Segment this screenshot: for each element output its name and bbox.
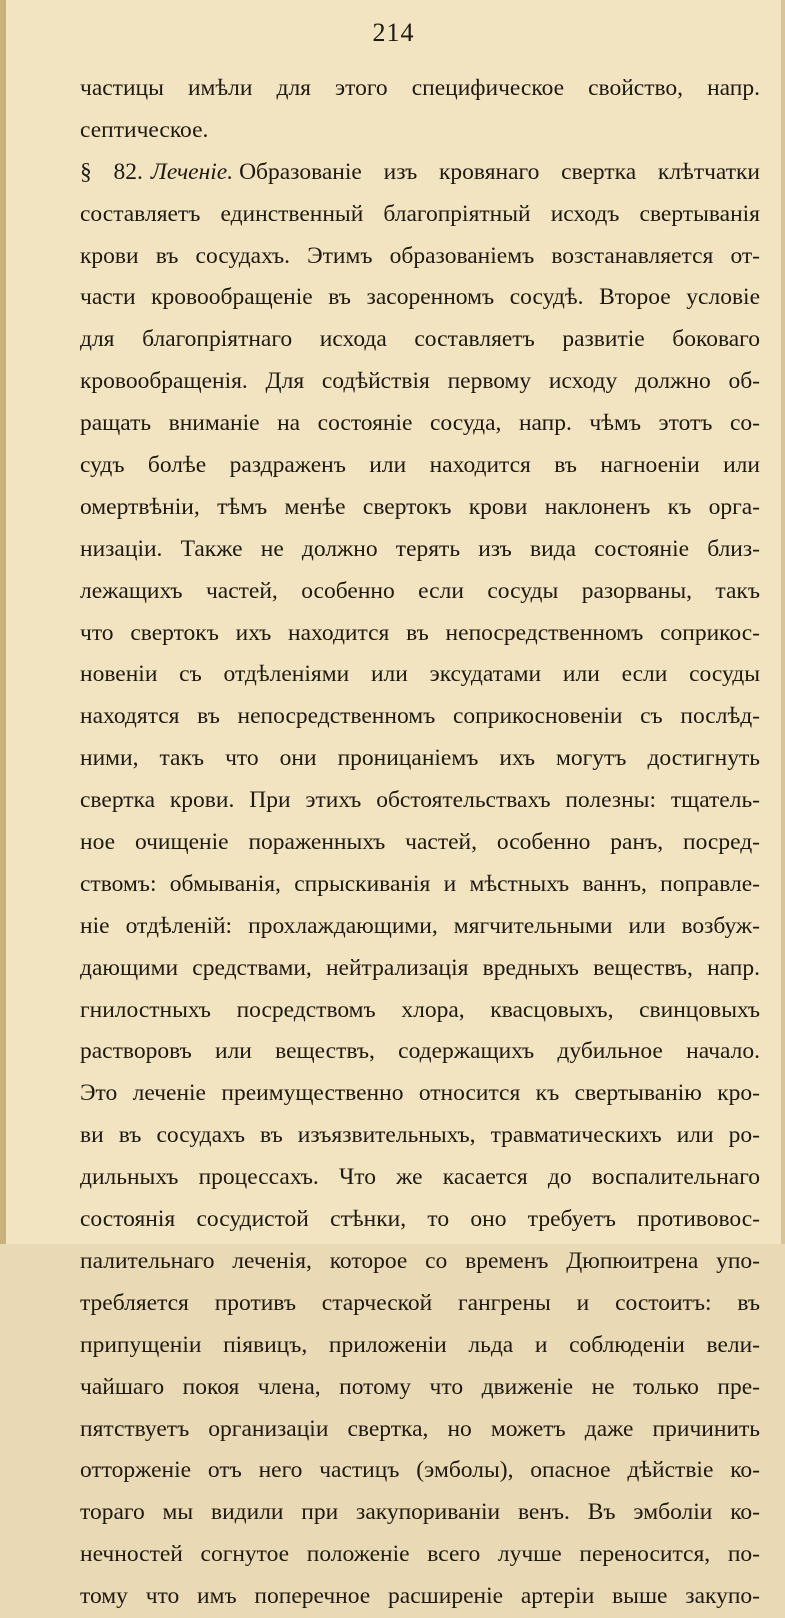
text-line: дающими средствами, нейтрализація вредныхъ веществъ, напр.	[80, 954, 760, 981]
text-line: отторженіе отъ него частицъ (эмболы), опасное дѣйствіе ко-	[80, 1457, 760, 1484]
body-text	[80, 68, 760, 1618]
text-line: септическое.	[80, 116, 209, 143]
text-line: тому что имъ поперечное расширеніе артеріи выше закупо-	[80, 1583, 760, 1610]
text-line: ствомъ: обмыванія, спрыскиванія и мѣстныхъ ваннъ, поправле-	[80, 870, 760, 897]
section-title: Леченіе.	[150, 158, 234, 185]
text-line: лежащихъ частей, особенно если сосуды разорваны, такъ	[80, 577, 760, 604]
text-line: растворовъ или веществъ, содержащихъ дубильное начало.	[80, 1038, 760, 1065]
text-line: составляетъ единственный благопріятный исходъ свертыванія	[80, 200, 760, 227]
text-line: ное очищеніе пораженныхъ частей, особенно ранъ, посред-	[80, 829, 760, 856]
text-line: находятся въ непосредственномъ соприкосновеніи съ послѣд-	[80, 703, 760, 730]
page-number: 214	[372, 18, 415, 47]
text-line: омертвѣніи, тѣмъ менѣе свертокъ крови наклоненъ къ орга-	[80, 493, 760, 520]
text-line: что свертокъ ихъ находится въ непосредственномъ соприкос-	[80, 619, 760, 646]
text-line: свертка крови. При этихъ обстоятельствахъ полезны: тщатель-	[80, 787, 760, 814]
text-line: ви въ сосудахъ въ изъязвительныхъ, травматическихъ или ро-	[80, 1122, 760, 1149]
section-number: § 82.	[80, 158, 143, 185]
text-line: ращать вниманіе на состояніе сосуда, напр. чѣмъ этотъ со-	[80, 410, 760, 437]
text-line: судъ болѣе раздраженъ или находится въ нагноеніи или	[80, 452, 760, 479]
text-line: чайшаго покоя члена, потому что движеніе не только пре-	[80, 1373, 760, 1400]
text-line: для благопріятнаго исхода составляетъ развитіе боковаго	[80, 326, 760, 353]
text-line-rest: Образованіе изъ кровянаго свертка клѣтчатки	[239, 158, 760, 185]
section-heading-line	[80, 152, 760, 194]
text-line: состоянія сосудистой стѣнки, то оно требуетъ противовос-	[80, 1206, 760, 1233]
text-line: припущеніи піявицъ, приложеніи льда и соблюденіи вели-	[80, 1331, 760, 1358]
text-line: требляется противъ старческой гангрены и состоитъ: въ	[80, 1289, 760, 1316]
text-line: кровообращенія. Для содѣйствія первому исходу должно об-	[80, 368, 760, 395]
text-line: пятствуетъ организаціи свертка, но можетъ даже причинить	[80, 1415, 760, 1442]
text-line: Это леченіе преимущественно относится къ свертыванію кро-	[80, 1080, 760, 1107]
text-line: крови въ сосудахъ. Этимъ образованіемъ возстанавляется от-	[80, 242, 760, 269]
text-line: ніе отдѣленій: прохлаждающими, мягчительными или возбуж-	[80, 912, 760, 939]
text-line: гнилостныхъ посредствомъ хлора, квасцовыхъ, свинцовыхъ	[80, 996, 760, 1023]
text-line: нечностей согнутое положеніе всего лучше переносится, по-	[80, 1541, 760, 1568]
text-line: частицы имѣли для этого специфическое свойство, напр.	[80, 75, 760, 101]
text-line: палительнаго леченія, которое со временъ Дюпюитрена упо-	[80, 1247, 760, 1274]
text-line: дильныхъ процессахъ. Что же касается до воспалительнаго	[80, 1164, 760, 1191]
text-line: низаціи. Также не должно терять изъ вида состояніе близ-	[80, 535, 760, 562]
text-line: части кровообращеніе въ засоренномъ сосудѣ. Второе условіе	[80, 284, 760, 311]
text-line: тораго мы видили при закупориваніи венъ. Въ эмболіи ко-	[80, 1499, 760, 1526]
text-line: новеніи съ отдѣленіями или эксудатами или если сосуды	[80, 661, 760, 688]
text-line: ними, такъ что они проницаніемъ ихъ могутъ достигнуть	[80, 745, 760, 772]
